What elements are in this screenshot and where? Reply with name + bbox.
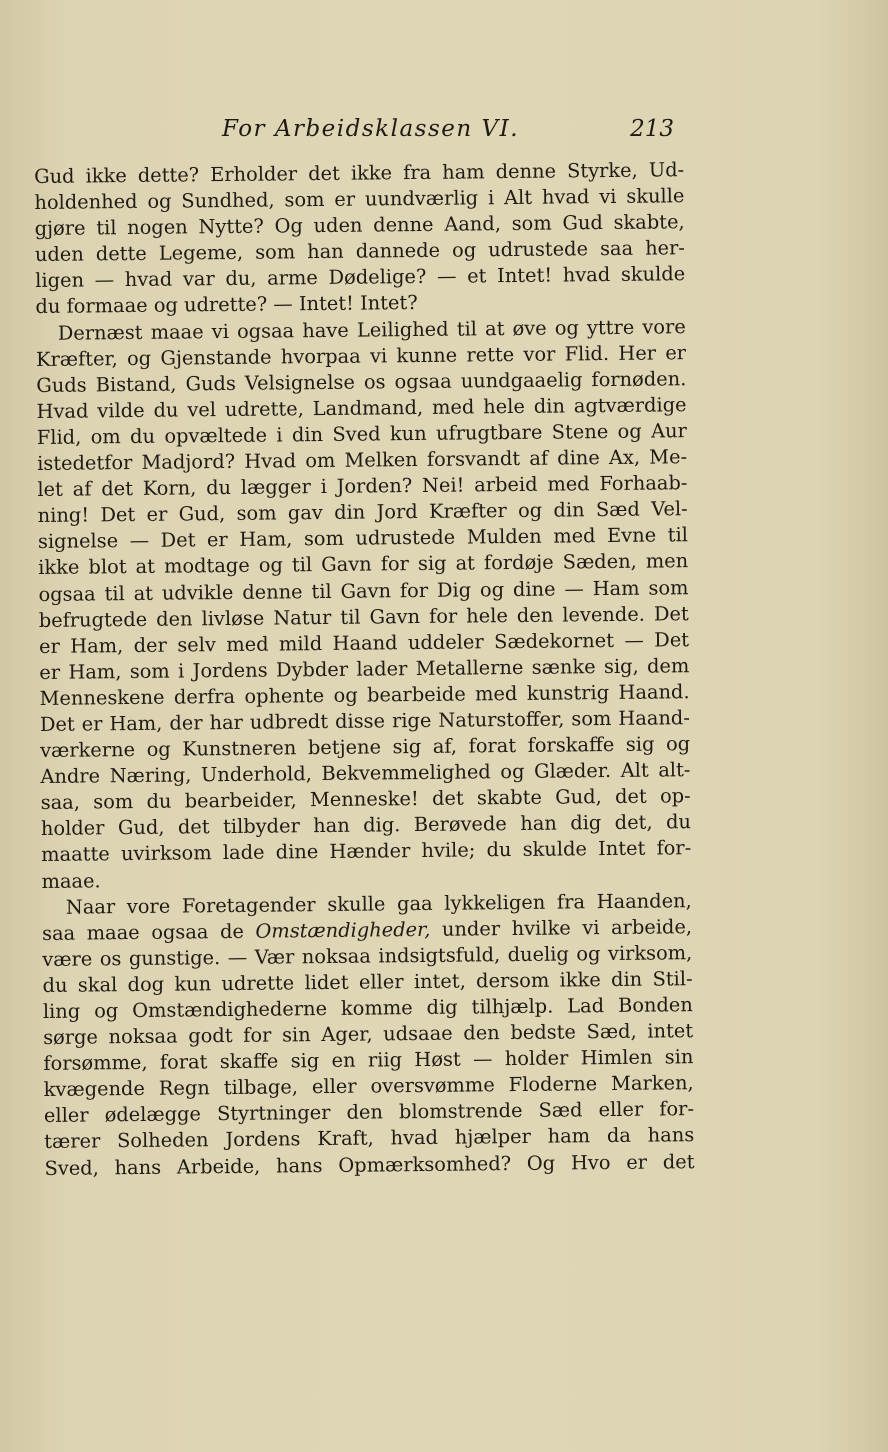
text-line: holdenhed og Sundhed, som er uundværlig i Alt hvad vi skulle bbox=[34, 184, 685, 215]
text-line: Hvad vilde du vel udrette, Landmand, med hele din agtværdige bbox=[36, 393, 687, 423]
text-line: Kræfter, og Gjenstande hvorpaa vi kunne rette vor Flid. Her er bbox=[35, 340, 687, 371]
text-line: Andre Næring, Underhold, Bekvemmelighed og Glæder. Alt alt- bbox=[40, 758, 691, 789]
page-header bbox=[222, 116, 682, 148]
text-line: er Ham, som i Jordens Dybder lader Metallerne sænke sig, dem bbox=[39, 653, 690, 684]
text-line: ikke blot at modtage og til Gavn for sig at fordøje Sæden, men bbox=[38, 549, 689, 580]
text-line: Gud ikke dette? Erholder det ikke fra ham denne Styrke, Ud- bbox=[34, 158, 685, 188]
text-line: er Ham, der selv med mild Haand uddeler Sædekornet — Det bbox=[38, 627, 690, 658]
text-run: under hvilke vi arbeide, bbox=[430, 914, 693, 941]
text-line: Flid, om du opvæltede i din Sved kun ufrugtbare Stene og Aur bbox=[36, 419, 687, 449]
text-line: være os gunstige. — Vær noksaa indsigtsfuld, duelig og virksom, bbox=[42, 940, 693, 971]
text-line: Det er Ham, der har udbredt disse rige Naturstoffer, som Haand- bbox=[39, 706, 690, 736]
text-line: Dernæst maae vi ogsaa have Leilighed til at øve og yttre vore bbox=[57, 314, 686, 345]
text-line: Menneskene derfra ophente og bearbeide med kunstrig Haand. bbox=[39, 680, 690, 710]
text-line: forsømme, forat skaffe sig en riig Høst — holder Himlen sin bbox=[43, 1045, 694, 1076]
text-line: tærer Solheden Jordens Kraft, hvad hjælper ham da hans bbox=[44, 1123, 695, 1154]
text-line: du skal dog kun udrette lidet eller intet, dersom ikke din Stil- bbox=[42, 967, 693, 997]
running-title: For Arbeidsklassen VI. bbox=[222, 116, 520, 142]
emphasized-word: Omstændigheder, bbox=[255, 917, 431, 943]
text-run: saa maae ogsaa de bbox=[41, 919, 256, 945]
text-line: ligen — hvad var du, arme Dødelige? — et Intet! hvad skulde bbox=[35, 262, 686, 293]
text-line: uden dette Legeme, som han dannede og udrustede saa her- bbox=[34, 236, 686, 267]
text-line: let af det Korn, du lægger i Jorden? Nei! arbeid med Forhaab- bbox=[37, 471, 688, 502]
text-line: værkerne og Kunstneren betjene sig af, forat forskaffe sig og bbox=[40, 732, 691, 763]
text-line: eller ødelægge Styrtninger den blomstrende Sæd eller for- bbox=[43, 1097, 695, 1128]
text-line: holder Gud, det tilbyder han dig. Berøvede han dig det, du bbox=[40, 810, 692, 841]
text-line: du formaae og udrette? — Intet! Intet? bbox=[35, 291, 418, 319]
text-line: maatte uvirksom lade dine Hænder hvile; du skulde Intet for- bbox=[41, 836, 692, 867]
text-line: Sved, hans Arbeide, hans Opmærksomhed? Og Hvo er det bbox=[44, 1149, 695, 1180]
text-line: signelse — Det er Ham, som udrustede Mulden med Evne til bbox=[37, 523, 689, 554]
body-text bbox=[34, 157, 695, 1181]
text-line: ning! Det er Gud, som gav din Jord Kræfter og din Sæd Vel- bbox=[37, 497, 688, 528]
text-line: saa, som du bearbeider, Menneske! det skabte Gud, det op- bbox=[40, 784, 691, 815]
text-line: ogsaa til at udvikle denne til Gavn for Dig og dine — Ham som bbox=[38, 575, 689, 606]
page-number: 213 bbox=[630, 116, 674, 142]
text-line: Naar vore Foretagender skulle gaa lykkeligen fra Haanden, bbox=[65, 888, 692, 919]
text-line: befrugtede den livløse Natur til Gavn for hele den levende. Det bbox=[38, 601, 689, 632]
text-line: Guds Bistand, Guds Velsignelse os ogsaa uundgaaelig fornøden. bbox=[36, 366, 687, 397]
text-line: ling og Omstændighederne komme dig tilhjælp. Lad Bonden bbox=[42, 993, 693, 1023]
text-line: gjøre til nogen Nytte? Og uden denne Aand, som Gud skabte, bbox=[34, 210, 685, 241]
text-line: kvægende Regn tilbage, eller oversvømme Floderne Marken, bbox=[43, 1071, 694, 1102]
text-line: maae. bbox=[41, 868, 101, 893]
text-line: sørge noksaa godt for sin Ager, udsaae den bedste Sæd, intet bbox=[43, 1019, 694, 1050]
text-line: istedetfor Madjord? Hvad om Melken forsvandt af dine Ax, Me- bbox=[37, 445, 688, 476]
